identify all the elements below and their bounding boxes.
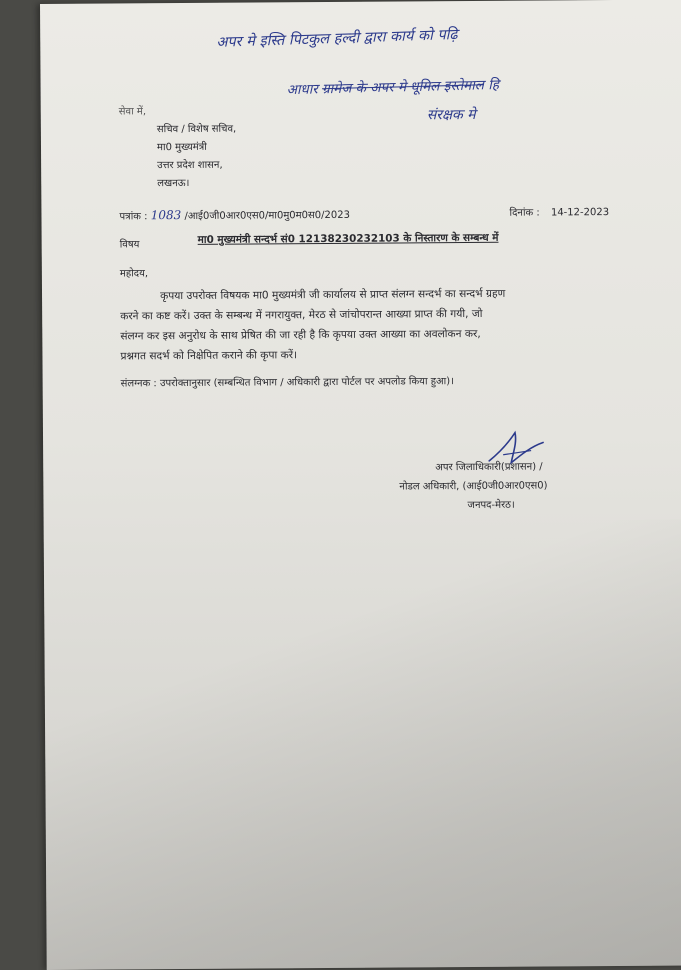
body-line-3: संलग्न कर इस अनुरोध के साथ प्रेषित की जा रही है कि कृपया उक्त आख्या का अवलोकन कर, xyxy=(120,327,481,343)
subject-text: मा0 मुख्यमंत्री सन्दर्भ सं0 12138230232103 के निस्तारण के सम्बन्ध में xyxy=(197,231,499,246)
reference-date xyxy=(509,204,609,219)
photo-shadow xyxy=(44,520,681,970)
address-salutation: सेवा में, xyxy=(118,106,147,118)
handwritten-note-line3: संरक्षक मे xyxy=(426,106,476,124)
greeting: महोदय, xyxy=(119,268,149,280)
handwritten-note-line2 xyxy=(286,75,499,98)
handwritten-note-line1: अपर मे इस्ति पिटकुल हल्दी द्वारा कार्य को पढ़ि xyxy=(216,26,458,51)
address-line-2: मा0 मुख्यमंत्री xyxy=(156,141,207,154)
reference-number: 1083 xyxy=(150,208,182,223)
handwritten-note-line2-prefix: आधार xyxy=(286,81,318,99)
date-label: दिनांक : xyxy=(509,207,540,219)
date-value: 14-12-2023 xyxy=(550,207,610,219)
body-line-4: प्रश्नगत सदर्भ को निक्षेपित कराने की कृपा करें। xyxy=(120,349,298,363)
body-line-1: कृपया उपरोक्त विषयक मा0 मुख्यमंत्री जी कार्यालय से प्राप्त संलग्न सन्दर्भ का सन्दर्भ ग्रहण xyxy=(160,287,506,303)
reference-suffix: /आई0जी0आर0एस0/मा0मु0म0स0/2023 xyxy=(184,209,350,222)
reference-line xyxy=(119,207,350,223)
signature-line-3: जनपद-मेरठ। xyxy=(467,499,515,512)
signature-line-1: अपर जिलाधिकारी(प्रशासन) / xyxy=(435,461,543,474)
handwritten-note-line2-suffix: हि xyxy=(488,76,500,94)
address-line-4: लखनऊ। xyxy=(157,177,190,190)
enclosure-line: संलग्नक : उपरोक्तानुसार (सम्बन्धित विभाग / अधिकारी द्वारा पोर्टल पर अपलोड किया हुआ)। xyxy=(120,376,454,390)
subject-label: विषय xyxy=(119,239,140,251)
reference-label: पत्रांक : xyxy=(119,211,148,223)
address-line-1: सचिव / विशेष सचिव, xyxy=(156,123,237,136)
handwritten-note-line2-struck: ग्रामेज के अपर मे धूमिल इस्तेमाल xyxy=(321,77,485,98)
body-line-2: करने का कष्ट करें। उक्त के सम्बन्ध में नगरायुक्त, मेरठ से जांचोपरान्त आख्या प्राप्त की गयी, जो xyxy=(120,307,483,323)
signature-line-2: नोडल अधिकारी, (आई0जी0आर0एस0) xyxy=(399,480,548,493)
document-page xyxy=(40,0,681,970)
address-line-3: उत्तर प्रदेश शासन, xyxy=(157,159,223,172)
